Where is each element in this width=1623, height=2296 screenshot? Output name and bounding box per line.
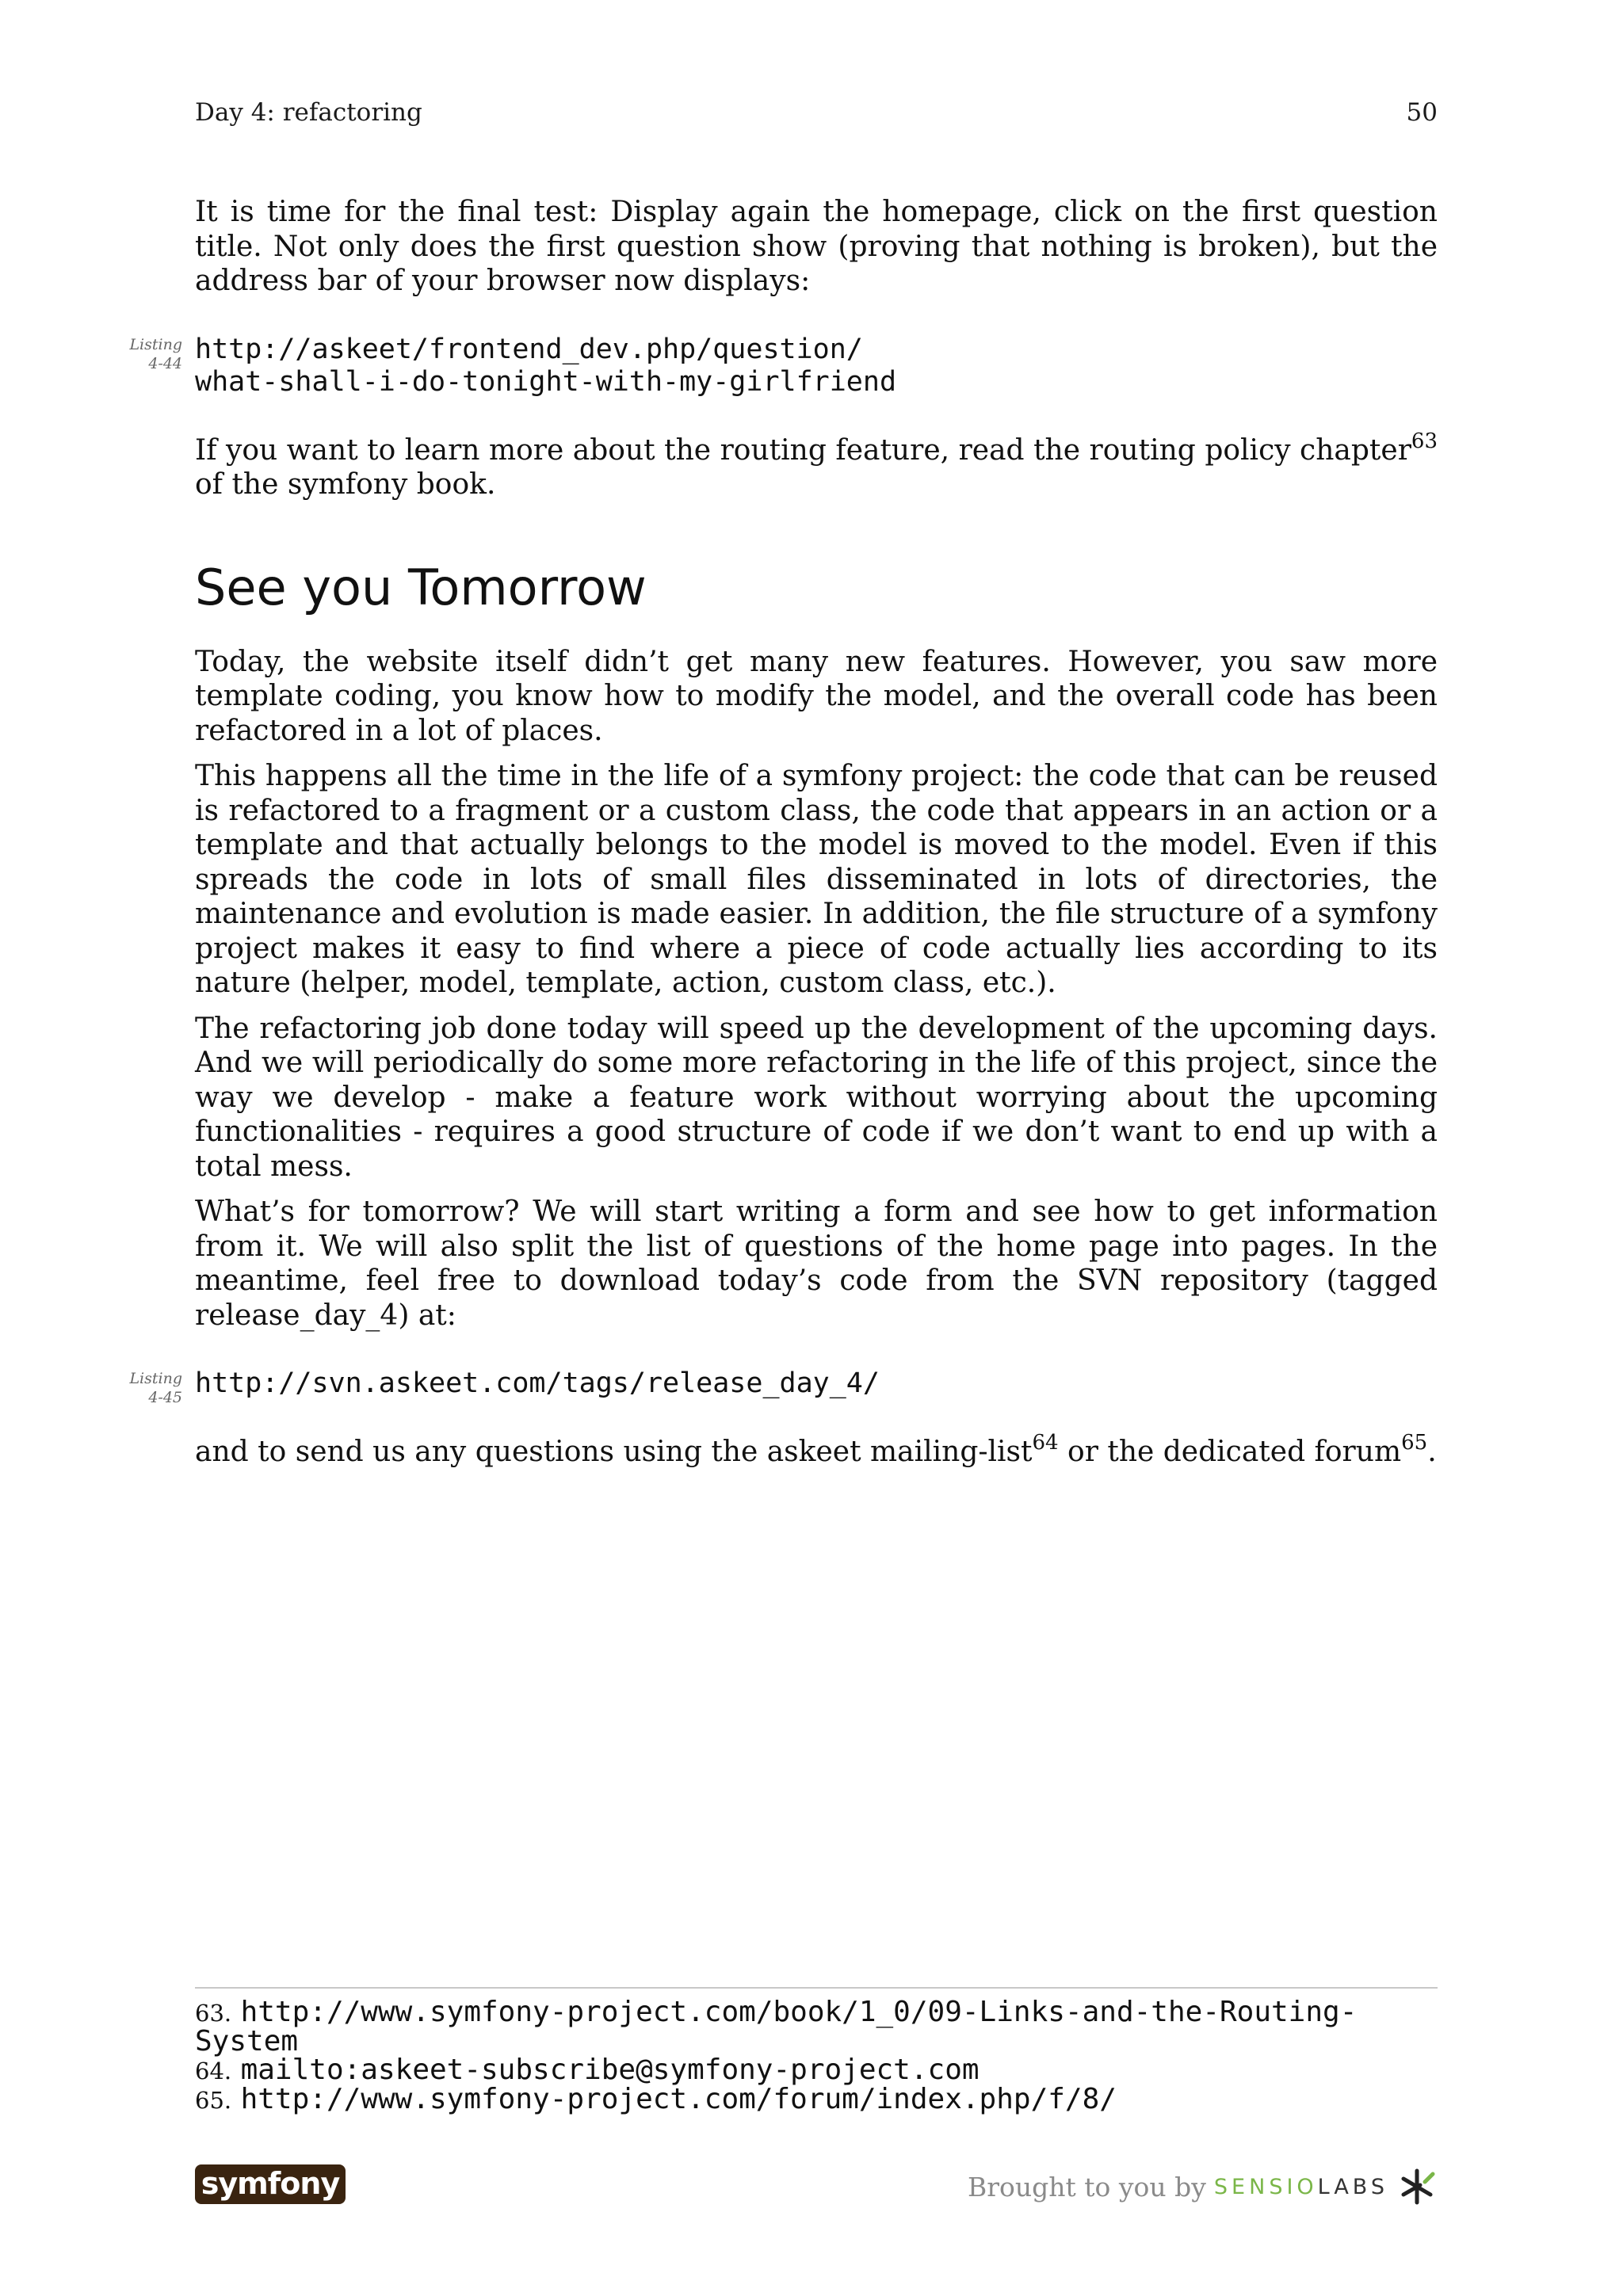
footnote-65	[195, 2085, 1438, 2115]
footnote-link[interactable]: http://www.symfony-project.com/forum/index.php/f/8/	[240, 2083, 1117, 2115]
paragraph-text: .	[1427, 1436, 1437, 1468]
footnote-link[interactable]: http://www.symfony-project.com/book/1_0/09-Links-and-the-Routing- System	[195, 1996, 1358, 2058]
footnote-number: 63.	[195, 2000, 232, 2027]
sensiolabs-star-icon	[1396, 2166, 1438, 2207]
paragraph-send-questions	[195, 1431, 1438, 1470]
footnote-link[interactable]: mailto:askeet-subscribe@symfony-project.com	[240, 2054, 980, 2086]
paragraph-refactoring-job: The refactoring job done today will speed up the development of the upcoming days. And we will periodically do some more refactoring in the life of this project, since the way we develop - make a feature work without worrying about the upcoming functionalities - requires a good structure of code if we don’t want to end up with a total mess.	[195, 1012, 1438, 1183]
footnote-ref-65[interactable]: 65	[1401, 1431, 1428, 1455]
page-number: 50	[1406, 98, 1438, 127]
paragraph-routing	[195, 429, 1438, 502]
paragraph-final-test: It is time for the final test: Display again the homepage, click on the first question title. Not only does the first question show (proving that nothing is broken), but the address bar of your browser now displays:	[195, 196, 1438, 297]
code-listing-4-45	[129, 1367, 1438, 1406]
footnote-number: 65.	[195, 2087, 232, 2114]
page-header	[195, 98, 1438, 130]
paragraph-text: and to send us any questions using the askeet mailing-list	[195, 1436, 1033, 1468]
paragraph-text: of the symfony book.	[195, 468, 496, 501]
paragraph-today: Today, the website itself didn’t get many new features. However, you saw more template coding, you know how to modify the model, and the overall code has been refactored in a lot of places.	[195, 645, 1438, 747]
footnote-number: 64.	[195, 2058, 232, 2084]
listing-label-word: Listing	[129, 335, 182, 353]
paragraph-symfony-project: This happens all the time in the life of a symfony project: the code that can be reused is refactored to a fragment or a custom class, the code that appears in an action or a template and that actually belongs to the model is moved to the model. Even if this spreads the code in lots of small files disseminated in lots of directories, the maintenance and evolution is made easier. In addition, the file structure of a symfony project makes it easy to find where a piece of code actually lies according to its nature (helper, model, template, action, custom class, etc.).	[195, 760, 1438, 999]
footnote-64	[195, 2056, 1438, 2085]
paragraph-text: or the dedicated forum	[1058, 1436, 1402, 1468]
footnote-ref-63[interactable]: 63	[1411, 429, 1438, 453]
brand-sensio: SENSIO	[1213, 2174, 1318, 2199]
code-listing-4-44	[129, 333, 1438, 399]
footnote-ref-64[interactable]: 64	[1032, 1431, 1059, 1455]
listing-label	[100, 335, 182, 373]
listing-code: http://askeet/frontend_dev.php/question/ what-shall-i-do-tonight-with-my-girlfriend	[195, 333, 897, 398]
footnotes	[195, 1987, 1438, 2115]
brought-by-text: Brought to you by	[968, 2171, 1206, 2203]
brand-labs: LABS	[1317, 2174, 1388, 2199]
listing-label-word: Listing	[129, 1370, 182, 1387]
paragraph-tomorrow: What’s for tomorrow? We will start writing a form and see how to get information from it. We will also split the list of questions of the home page into pages. In the meantime, feel free to download today’s code from the SVN repository (tagged release_day_4) at:	[195, 1196, 1438, 1332]
sensiolabs-wordmark	[1214, 2175, 1388, 2199]
listing-label-number: 4-45	[148, 1389, 182, 1406]
brought-to-you-by	[968, 2163, 1438, 2210]
section-heading: See you Tomorrow	[195, 558, 647, 616]
symfony-logo: symfony	[195, 2164, 346, 2204]
chapter-title: Day 4: refactoring	[195, 98, 422, 127]
listing-label-number: 4-44	[148, 354, 182, 372]
listing-code: http://svn.askeet.com/tags/release_day_4/	[195, 1367, 880, 1399]
footnote-63	[195, 1998, 1438, 2056]
page-content	[129, 195, 1438, 1481]
listing-label	[100, 1369, 182, 1407]
paragraph-text: If you want to learn more about the routing feature, read the routing policy chapter	[195, 433, 1411, 467]
